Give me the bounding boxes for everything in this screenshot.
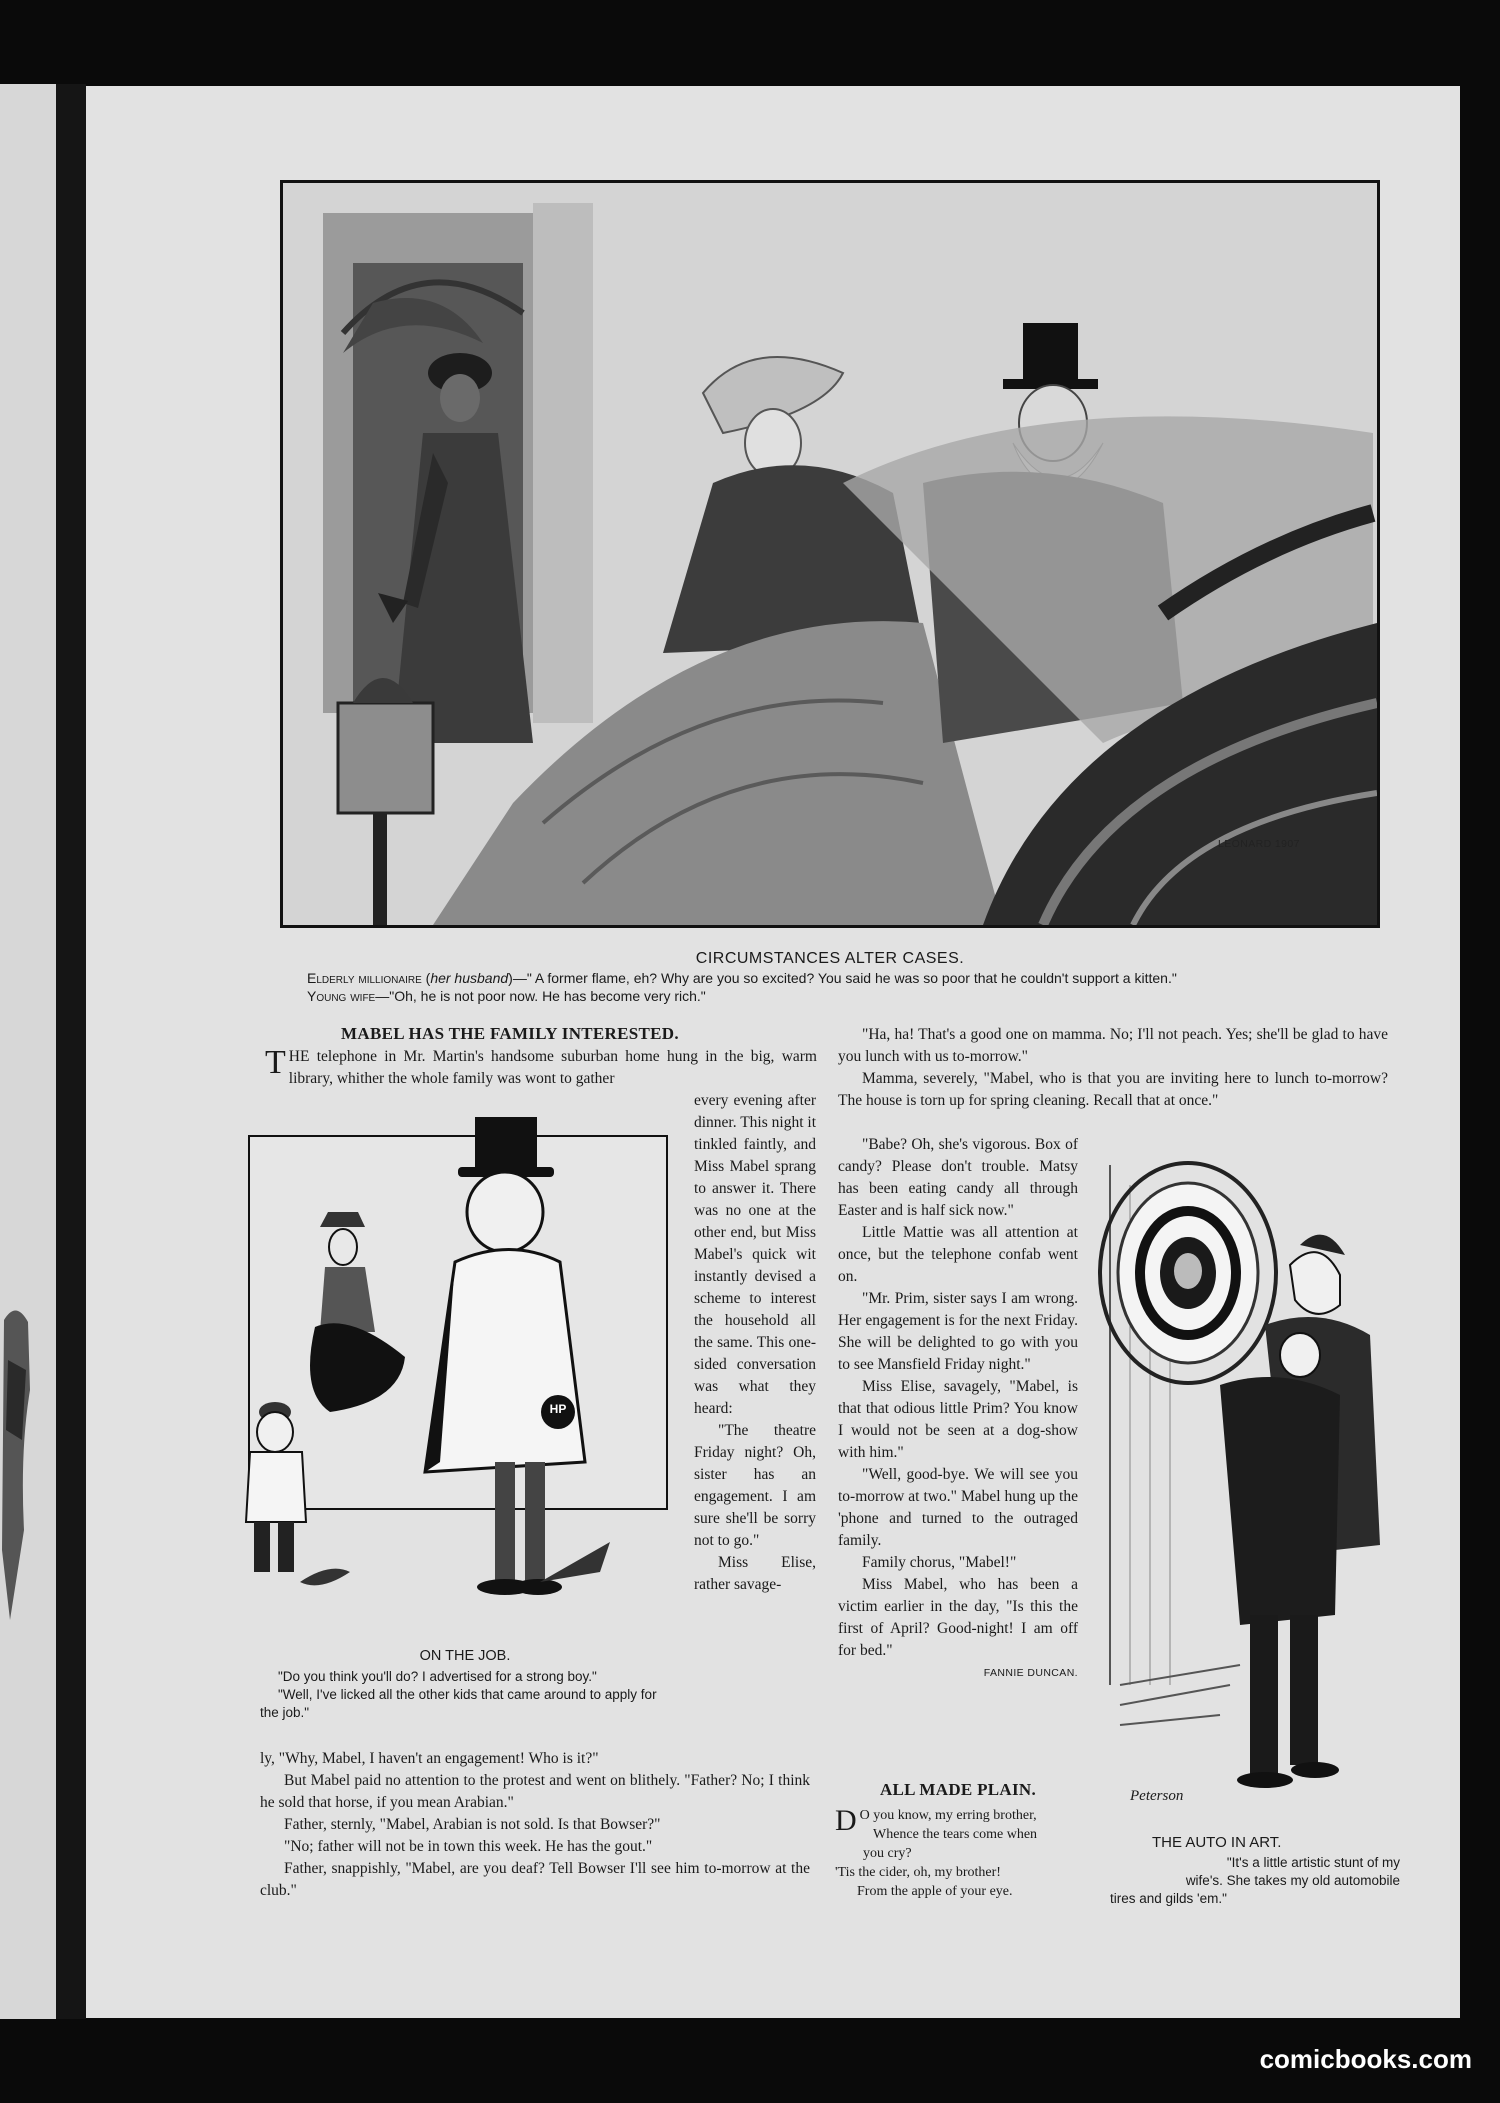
story-bottom-1: ly, "Why, Mabel, I haven't an engagement! Who is it?" <box>260 1750 599 1767</box>
poem-line4: 'Tis the cider, oh, my brother! <box>835 1865 1001 1880</box>
poem-line1: O you know, my erring brother, <box>859 1808 1037 1823</box>
auto-in-art-line2: wife's. She takes my old automobile <box>1185 1873 1400 1888</box>
story-narrow-p3: Miss Elise, rather savage- <box>694 1554 816 1593</box>
book-gutter <box>56 84 86 2019</box>
story-col2-p6: Miss Elise, savagely, "Mabel, is that that odious little Prim? You know I would not be seen at a dog-show with him." <box>838 1378 1078 1461</box>
auto-in-art-title: THE AUTO IN ART. <box>1152 1834 1282 1851</box>
illustration-signature: LEONARD 1907 <box>1218 838 1300 850</box>
cartoon-caption-title: CIRCUMSTANCES ALTER CASES. <box>695 950 965 967</box>
story-para1: HE telephone in Mr. Martin's handsome suburban home hung in the big, warm library, whither the whole family was wont to gather <box>288 1048 817 1087</box>
story-author: FANNIE DUNCAN. <box>983 1667 1078 1679</box>
story-col2-p3: "Babe? Oh, she's vigorous. Box of candy? Please don't trouble. Matsy has been eating candy all through Easter and is half sick now." <box>838 1136 1078 1219</box>
caption-aside: her husband <box>430 970 509 986</box>
story-bottom-3: Father, sternly, "Mabel, Arabian is not sold. Is that Bowser?" <box>284 1816 661 1833</box>
story-bottom-2: But Mabel paid no attention to the protest and went on blithely. "Father? No; I think he sold that horse, if you mean Arabian." <box>260 1772 810 1811</box>
caption-text-2: "Oh, he is not poor now. He has become very rich." <box>389 988 706 1004</box>
story-narrow-p2: "The theatre Friday night? Oh, sister has an engagement. I am sure she'll be sorry not to go." <box>694 1422 816 1549</box>
story-bottom-4: "No; father will not be in town this week. He has the gout." <box>284 1838 653 1855</box>
on-the-job-line1: "Do you think you'll do? I advertised for a strong boy." <box>278 1669 597 1684</box>
story-col2-p8: Family chorus, "Mabel!" <box>862 1554 1017 1571</box>
site-watermark: comicbooks.com <box>1259 2044 1472 2074</box>
on-the-job-title: ON THE JOB. <box>419 1648 511 1664</box>
story-intro <box>265 1046 817 1090</box>
story-col2-p2: Mamma, severely, "Mabel, who is that you are inviting here to lunch to-morrow? The house is torn up for spring cleaning. Recall that at once." <box>838 1070 1388 1109</box>
story-narrow-column <box>694 1090 816 1596</box>
auto-in-art-signature: Peterson <box>1130 1788 1184 1804</box>
story-col2-p5: "Mr. Prim, sister says I am wrong. Her engagement is for the next Friday. She will be delighted to go with you to see Mansfield Friday night." <box>838 1290 1078 1373</box>
story-bottom <box>260 1748 810 1902</box>
caption-line-2: Young wife—"Oh, he is not poor now. He has become very rich." <box>307 988 706 1004</box>
story-col2-top <box>838 1024 1388 1112</box>
story-col2-p1: "Ha, ha! That's a good one on mamma. No; I'll not peach. Yes; she'll be glad to have you lunch with us to-morrow." <box>838 1026 1388 1065</box>
story-col2-p7: "Well, good-bye. We will see you to-morrow at two." Mabel hung up the 'phone and turned to the outraged family. <box>838 1466 1078 1549</box>
caption-line-1: Elderly millionaire (her husband)—" A former flame, eh? Why are you so excited? You said he was so poor that he couldn't support a kitten." <box>307 970 1177 986</box>
poem-heading: ALL MADE PLAIN. <box>879 1780 1037 1799</box>
facing-page-edge <box>0 84 56 2019</box>
on-the-job-line2: "Well, I've licked all the other kids that came around to apply for the job." <box>260 1687 657 1720</box>
artist-monogram: HP <box>549 1402 567 1416</box>
auto-in-art-caption <box>1110 1834 1400 1908</box>
on-the-job-caption <box>260 1647 670 1722</box>
story-col2-p4: Little Mattie was all attention at once, but the telephone confab went on. <box>838 1224 1078 1285</box>
story-col2-p9: Miss Mabel, who has been a victim earlier in the day, "Is this the first of April? Good-night! I am off for bed." <box>838 1576 1078 1659</box>
carriage-scene <box>283 183 1377 925</box>
poem-body <box>835 1806 1085 1901</box>
auto-in-art-illustration <box>1090 1125 1410 1825</box>
story-dropcap: T <box>265 1044 286 1081</box>
story-narrow-p1: every evening after dinner. This night it tinkled faintly, and Miss Mabel sprang to answer it. There was no one at the other end, but Miss Mabel's quick wit instantly devised a scheme to interest the household all the same. This one-sided conversation was what they heard: <box>694 1092 816 1417</box>
caption-speaker-2: Young wife <box>307 988 376 1004</box>
poem-line3: you cry? <box>863 1846 912 1861</box>
caption-speaker-1: Elderly millionaire <box>307 970 422 986</box>
carriage-illustration <box>280 180 1380 928</box>
story-bottom-5: Father, snappishly, "Mabel, are you deaf? Tell Bowser I'll see him to-morrow at the club." <box>260 1860 810 1899</box>
auto-in-art-line1: "It's a little artistic stunt of my <box>1226 1855 1400 1870</box>
poem-dropcap: D <box>835 1804 857 1837</box>
story-heading: MABEL HAS THE FAMILY INTERESTED. <box>341 1024 679 1043</box>
auto-in-art-line3: tires and gilds 'em." <box>1110 1891 1227 1906</box>
on-the-job-scene <box>240 1112 680 1632</box>
caption-text-1: A former flame, eh? Why are you so excited? You said he was so poor that he couldn't support a kitten." <box>534 970 1177 986</box>
facing-page-fragment <box>0 1300 34 1630</box>
on-the-job-illustration <box>248 1135 668 1510</box>
poem-line5: From the apple of your eye. <box>857 1884 1013 1899</box>
story-col2-narrow <box>838 1134 1078 1684</box>
poem-line2: Whence the tears come when <box>873 1827 1038 1842</box>
